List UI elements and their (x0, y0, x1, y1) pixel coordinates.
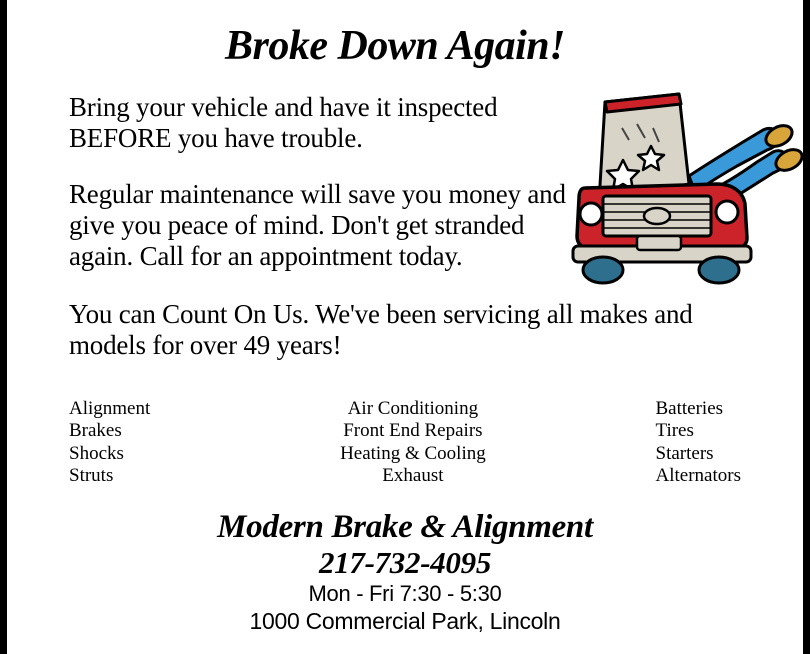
service-item: Starters (655, 442, 714, 464)
paragraph-3: You can Count On Us. We've been servicing all makes and models for over 49 years! (69, 298, 693, 360)
services-list (7, 398, 803, 488)
broken-down-truck-icon (567, 80, 807, 285)
services-column-center (340, 398, 486, 488)
ad-content (7, 0, 803, 654)
service-item: Front End Repairs (343, 420, 483, 442)
service-item: Air Conditioning (347, 398, 479, 419)
paragraph-1: Bring your vehicle and have it inspected BEFORE you have trouble. (69, 92, 498, 154)
service-item: Tires (655, 420, 694, 442)
service-item: Alignment (69, 398, 151, 419)
service-item: Batteries (655, 398, 724, 419)
business-hours: Mon - Fri 7:30 - 5:30 (308, 580, 502, 606)
service-item: Heating & Cooling (340, 442, 486, 464)
phone-number[interactable]: 217-732-4095 (318, 544, 492, 580)
page-title: Broke Down Again! (224, 23, 566, 69)
service-item: Alternators (655, 465, 741, 487)
business-name: Modern Brake & Alignment (217, 509, 593, 545)
paragraph-2: Regular maintenance will save you money and give you peace of mind. Don't get stranded again. Call for an appointment today. (69, 178, 566, 272)
services-column-right (656, 398, 741, 488)
service-item: Exhaust (382, 465, 444, 487)
business-address: 1000 Commercial Park, Lincoln (249, 608, 561, 635)
service-item: Shocks (69, 442, 124, 464)
services-column-left (69, 398, 150, 488)
service-item: Struts (69, 465, 114, 487)
business-footer (7, 510, 803, 636)
service-item: Brakes (69, 420, 122, 442)
